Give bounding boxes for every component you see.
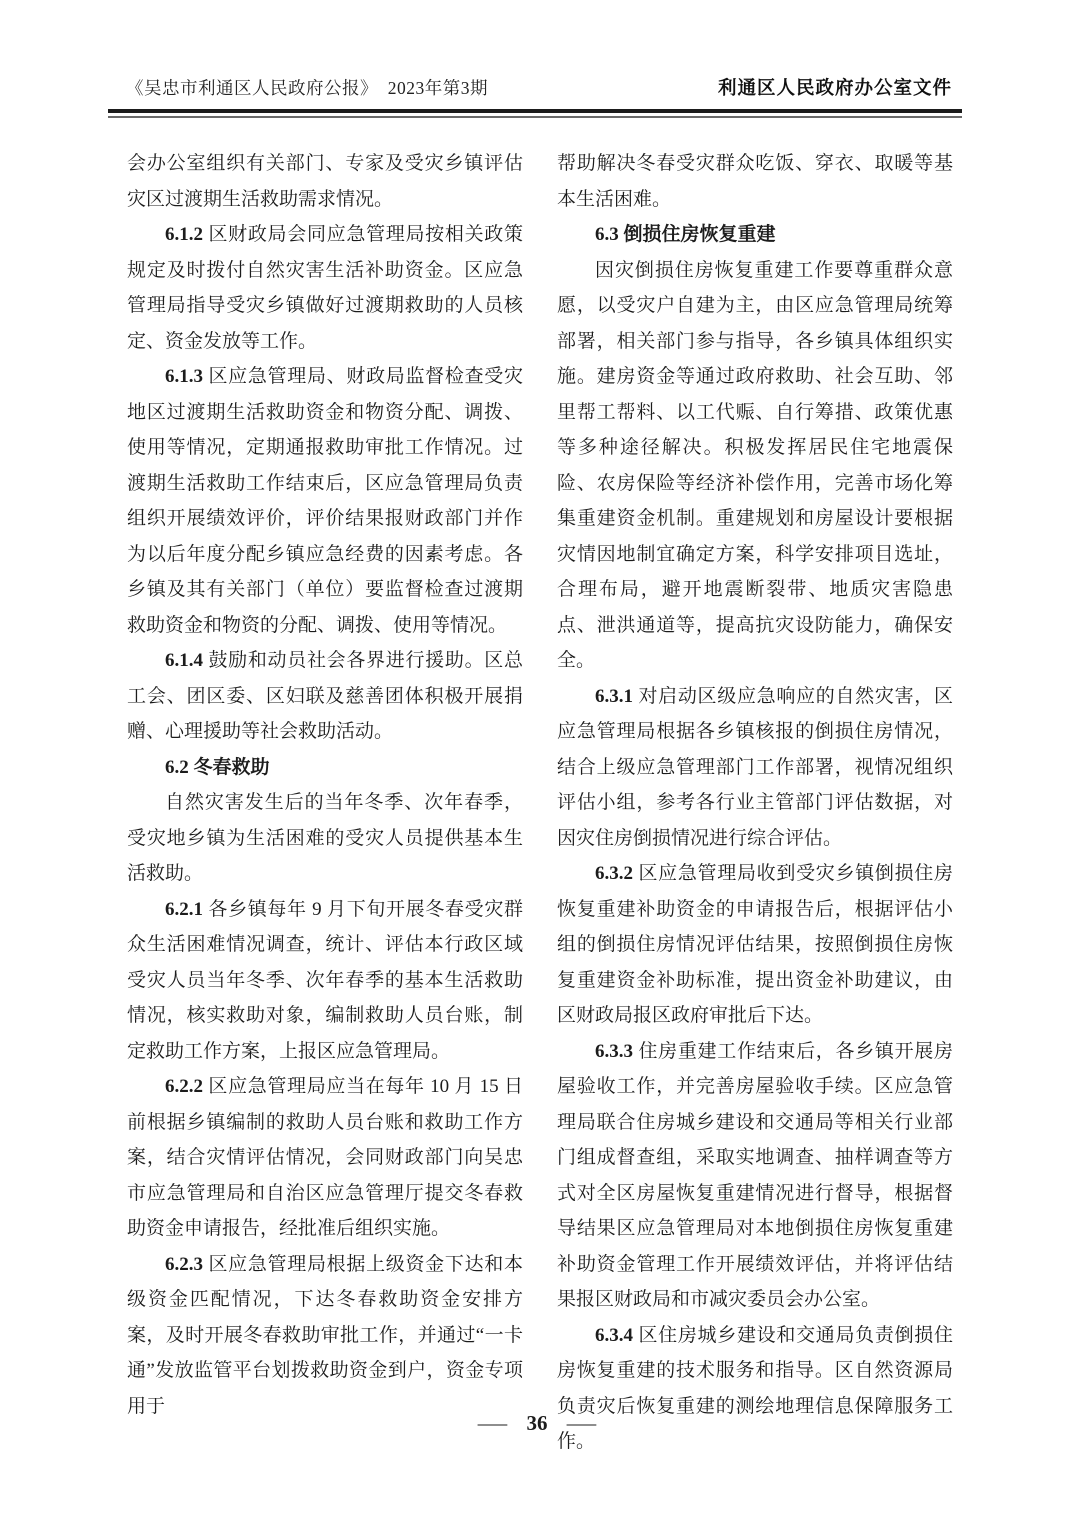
section-number: 6.3.2 (595, 863, 633, 884)
section-number: 6.3.3 (595, 1040, 633, 1062)
section-number: 6.2.2 (165, 1076, 203, 1097)
section-number: 6.1.2 (165, 224, 203, 245)
section-number: 6.2.3 (165, 1253, 203, 1275)
section-heading: 6.2 冬春救助 (165, 756, 270, 778)
paragraph: 6.2.1 各乡镇每年 9 月下旬开展冬春受灾群众生活困难情况调查，统计、评估本行政区域受灾人员当年冬季、次年春季的基本生活救助情况，核实救助对象，编制救助人员台账，制定救助工作方案，上报区应急管理局。 (127, 898, 523, 1062)
paragraph: 帮助解决冬春受灾群众吃饭、穿衣、取暖等基本生活困难。 (557, 153, 953, 210)
paragraph: 6.1.3 区应急管理局、财政局监督检查受灾地区过渡期生活救助资金和物资分配、调拨、使用等情况，定期通报救助审批工作情况。过渡期生活救助工作结束后，区应急管理局负责组织开展绩效评价，评价结果报财政部门并作为以后年度分配乡镇应急经费的因素考虑。各乡镇及其有关部门（单位）要监督检查过渡期救助资金和物资的分配、调拨、使用等情况。 (127, 366, 523, 636)
section-number: 6.2 (165, 756, 189, 778)
paragraph: 6.3.4 区住房城乡建设和交通局负责倒损住房恢复重建的技术服务和指导。区自然资源局负责灾后恢复重建的测绘地理信息保障服务工作。 (557, 1324, 953, 1452)
footer-dash-right: — (566, 1411, 596, 1435)
paragraph: 6.1.2 区财政局会同应急管理局按相关政策规定及时拨付自然灾害生活补助资金。区应急管理局指导受灾乡镇做好过渡期救助的人员核定、资金发放等工作。 (127, 224, 523, 352)
section-number: 6.1.4 (165, 650, 203, 671)
page-number: 36 (526, 1411, 548, 1435)
paragraph: 6.2.2 区应急管理局应当在每年 10 月 15 日前根据乡镇编制的救助人员台账和救助工作方案，结合灾情评估情况，会同财政部门向吴忠市应急管理局和自治区应急管理厅提交冬春救助资金申请报告，经批准后组织实施。 (127, 1076, 523, 1239)
paragraph: 会办公室组织有关部门、专家及受灾乡镇评估灾区过渡期生活救助需求情况。 (127, 153, 523, 210)
paragraph: 6.2.3 区应急管理局根据上级资金下达和本级资金匹配情况，下达冬春救助资金安排方案，及时开展冬春救助审批工作，并通过“一卡通”发放监管平台划拨救助资金到户，资金专项用于 (127, 1253, 523, 1417)
document-source-title: 利通区人民政府办公室文件 (717, 77, 952, 98)
footer-dash-left: — (478, 1411, 508, 1435)
paragraph: 6.3.2 区应急管理局收到受灾乡镇倒损住房恢复重建补助资金的申请报告后，根据评估小组的倒损住房情况评估结果，按照倒损住房恢复重建资金补助标准，提出资金补助建议，由区财政局报区政府审批后下达。 (557, 863, 953, 1026)
paragraph: 6.3.1 对启动区级应急响应的自然灾害，区应急管理局根据各乡镇核报的倒损住房情况，结合上级应急管理部门工作部署，视情况组织评估小组，参考各行业主管部门评估数据，对因灾住房倒损情况进行综合评估。 (557, 685, 953, 849)
section-number: 6.3 (595, 224, 619, 245)
paragraph: 6.1.4 鼓励和动员社会各界进行援助。区总工会、团区委、区妇联及慈善团体积极开展捐赠、心理援助等社会救助活动。 (127, 650, 523, 742)
header-rule-thin (108, 116, 962, 118)
paragraph: 自然灾害发生后的当年冬季、次年春季，受灾地乡镇为生活困难的受灾人员提供基本生活救助。 (127, 792, 523, 884)
page-header (126, 74, 952, 100)
header-rule-thick (108, 109, 962, 113)
section-number: 6.2.1 (165, 898, 203, 920)
page-footer (0, 1406, 1074, 1441)
column-right (557, 146, 953, 1460)
section-number: 6.1.3 (165, 366, 203, 387)
paragraph: 因灾倒损住房恢复重建工作要尊重群众意愿，以受灾户自建为主，由区应急管理局统筹部署，相关部门参与指导，各乡镇具体组织实施。建房资金等通过政府救助、社会互助、邻里帮工帮料、以工代赈、自行筹措、政策优惠等多种途径解决。积极发挥居民住宅地震保险、农房保险等经济补偿作用，完善市场化筹集重建资金机制。重建规划和房屋设计要根据灾情因地制宜确定方案，科学安排项目选址，合理布局，避开地震断裂带、地质灾害隐患点、泄洪通道等，提高抗灾设防能力，确保安全。 (557, 259, 953, 671)
gazette-title: 《吴忠市利通区人民政府公报》 2023年第3期 (126, 78, 488, 98)
section-number: 6.3.1 (595, 685, 633, 707)
paragraph: 6.3.3 住房重建工作结束后，各乡镇开展房屋验收工作，并完善房屋验收手续。区应急管理局联合住房城乡建设和交通局等相关行业部门组成督查组，采取实地调查、抽样调查等方式对全区房屋恢复重建情况进行督导，根据督导结果区应急管理局对本地倒损住房恢复重建补助资金管理工作开展绩效评估，并将评估结果报区财政局和市减灾委员会办公室。 (557, 1040, 953, 1310)
content-columns (127, 146, 953, 1460)
section-heading: 6.3 倒损住房恢复重建 (595, 224, 776, 245)
section-number: 6.3.4 (595, 1324, 633, 1346)
column-left (127, 146, 523, 1460)
